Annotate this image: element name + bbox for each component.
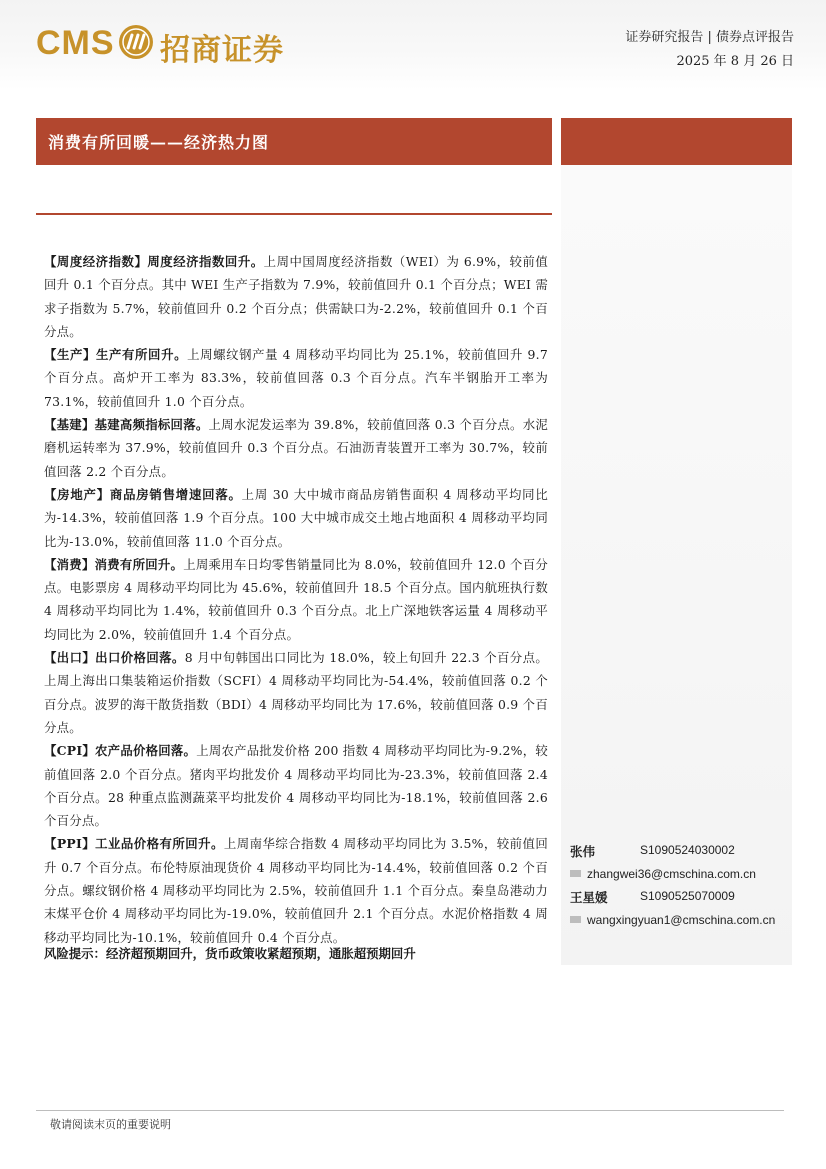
analyst-license-id: S1090524030002 [640, 843, 735, 857]
analyst-row [570, 838, 790, 861]
analyst-email-text: wangxingyuan1@cmschina.com.cn [587, 913, 776, 927]
risk-warning: 风险提示：经济超预期回升，货币政策收紧超预期，通胀超预期回升 [44, 946, 416, 961]
paragraph-tag: 【基建】 [44, 417, 95, 433]
paragraph-body: 上周农产品批发价格 200 指数 4 周移动平均同比为-9.2%，较前值回落 2.0 个百分点。猪肉平均批发价 4 周移动平均同比为-23.3%，较前值回落 2.4 个百分点。28 种重点监测蔬菜平均批发价 4 周移动平均同比为-18.1%，较前值回落 2.6 个百分点。 [44, 743, 549, 829]
paragraph-headline: 周度经济指数回升。 [147, 254, 264, 269]
paragraph-real-estate [44, 483, 548, 553]
paragraph-body: 上周中国周度经济指数（WEI）为 6.9%，较前值回升 0.1 个百分点。其中 WEI 生产子指数为 7.9%，较前值回升 0.1 个百分点；WEI 需求子指数为 5.7%，较前值回升 0.2 个百分点；供需缺口为-2.2%，较前值回升 0.1 个百分点。 [44, 254, 548, 339]
analyst-email-row [570, 907, 790, 941]
paragraph-body: 8 月中旬韩国出口同比为 18.0%，较上旬回升 22.3 个百分点。上周上海出口集装箱运价指数（SCFI）4 周移动平均同比为-54.4%，较前值回落 0.2 个百分点。波罗的海干散货指数（BDI）4 周移动平均同比为 17.6%，较前值回落 0.9 个百分点。 [44, 650, 549, 735]
analyst-row [570, 884, 790, 907]
paragraph-headline: 出口价格回落。 [95, 650, 185, 666]
paragraph-tag: 【CPI】 [44, 743, 96, 759]
analyst-email[interactable] [570, 912, 790, 928]
analyst-name: 张伟 [570, 844, 596, 859]
analyst-license-id: S1090525070009 [640, 889, 735, 903]
envelope-icon [570, 870, 581, 877]
title-divider [36, 213, 552, 215]
report-date: 2025 年 8 月 26 日 [676, 54, 794, 69]
analyst-email-row [570, 861, 790, 884]
logo-cms-text: CMS [36, 24, 115, 62]
paragraph-headline: 商品房销售增速回落。 [109, 486, 242, 502]
paragraph-weekly-index [44, 250, 548, 343]
analyst-email[interactable] [570, 866, 790, 882]
paragraph-tag: 【PPI】 [44, 836, 96, 852]
report-type: 证券研究报告 | 债券点评报告 [625, 30, 794, 45]
paragraph-ppi [44, 832, 548, 948]
report-title-bar [36, 118, 552, 165]
paragraph-export [44, 646, 548, 739]
paragraph-tag: 【周度经济指数】 [44, 254, 148, 269]
sidebar-header-block [561, 118, 792, 165]
paragraph-body: 上周 30 大中城市商品房销售面积 4 周移动平均同比为-14.3%，较前值回落 1.9 个百分点。100 大中城市成交土地占地面积 4 周移动平均同比为-13.0%，较前值回落 11.0 个百分点。 [44, 486, 548, 549]
analyst-list [570, 838, 790, 941]
footer-note: 敬请阅读末页的重要说明 [50, 1118, 171, 1131]
paragraph-tag: 【消费】 [44, 556, 95, 572]
paragraph-body: 上周南华综合指数 4 周移动平均同比为 3.5%，较前值回升 0.7 个百分点。布伦特原油现货价 4 周移动平均同比为-14.4%，较前值回落 0.2 个百分点。螺纹钢价格 4 周移动平均同比为 2.5%，较前值回升 1.1 个百分点。秦皇岛港动力末煤平仓价 4 周移动平均同比为-19.0%，较前值回升 2.1 个百分点。水泥价格指数 4 周移动平均同比为-10.1%，较前值回升 0.4 个百分点。 [44, 836, 548, 945]
paragraph-tag: 【房地产】 [44, 486, 110, 502]
analyst-name: 王星媛 [570, 890, 608, 905]
paragraph-production [44, 343, 548, 413]
paragraph-headline: 消费有所回升。 [94, 556, 184, 572]
paragraph-headline: 工业品价格有所回升。 [95, 836, 224, 852]
paragraph-body: 上周螺纹钢产量 4 周移动平均同比为 25.1%，较前值回升 9.7 个百分点。高炉开工率为 83.3%，较前值回落 0.3 个百分点。汽车半钢胎开工率为 73.1%，较前值回升 1.0 个百分点。 [44, 347, 548, 409]
paragraph-infrastructure [44, 413, 548, 483]
analyst-email-text: zhangwei36@cmschina.com.cn [587, 867, 756, 881]
paragraph-consumption [44, 553, 548, 646]
paragraph-cpi [44, 739, 548, 832]
paragraph-headline: 生产有所回升。 [96, 347, 188, 363]
page-header [0, 0, 826, 90]
paragraph-body: 上周水泥发运率为 39.8%，较前值回落 0.3 个百分点。水泥磨机运转率为 37.9%，较前值回升 0.3 个百分点。石油沥青装置开工率为 30.7%，较前值回落 2.2 个百分点。 [44, 417, 548, 479]
report-title: 消费有所回暖——经济热力图 [48, 133, 270, 152]
footer-divider [36, 1110, 784, 1111]
logo-mark-icon [118, 24, 154, 60]
paragraph-headline: 农产品价格回落。 [95, 743, 197, 759]
logo-company-name: 招商证券 [160, 33, 284, 68]
paragraph-headline: 基建高频指标回落。 [94, 417, 209, 433]
paragraph-body: 上周乘用车日均零售销量同比为 8.0%，较前值回升 12.0 个百分点。电影票房 4 周移动平均同比为 45.6%，较前值回升 18.5 个百分点。国内航班执行数 4 周移动平均同比为 1.4%，较前值回升 0.3 个百分点。北上广深地铁客运量 4 周移动平均同比为 2.0%，较前值回升 1.4 个百分点。 [44, 556, 548, 642]
envelope-icon [570, 916, 581, 923]
report-body [44, 250, 548, 949]
paragraph-tag: 【出口】 [44, 650, 96, 666]
paragraph-tag: 【生产】 [44, 347, 97, 363]
